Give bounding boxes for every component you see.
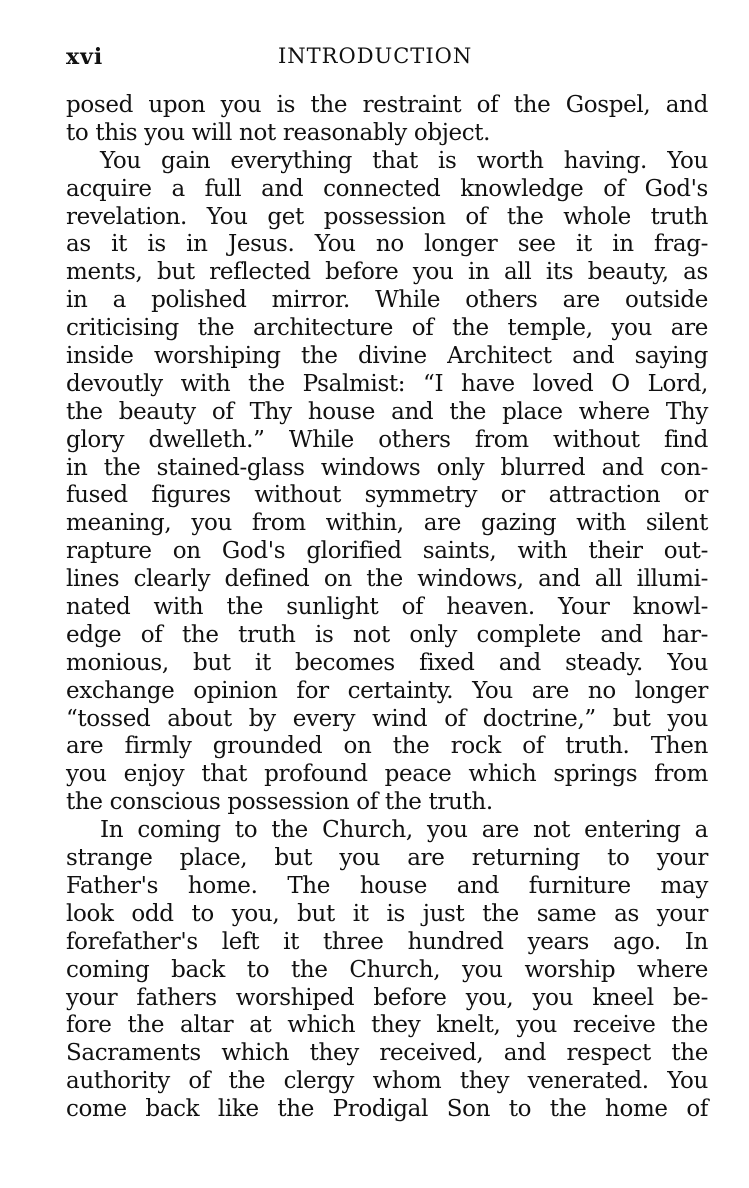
page-number: xvi (66, 44, 104, 70)
text-line: Father's home. The house and furniture may (66, 872, 708, 899)
text-line: criticising the architecture of the temple, you are (66, 315, 708, 342)
text-line: ments, but reflected before you in all its beauty, as (66, 259, 708, 286)
text-line: edge of the truth is not only complete and har- (66, 621, 708, 648)
text-line: look odd to you, but it is just the same as your (66, 900, 708, 927)
text-line: revelation. You get possession of the whole truth (66, 203, 708, 230)
text-line: acquire a full and connected knowledge of God's (66, 175, 708, 202)
text-line: the conscious possession of the truth. (66, 789, 493, 816)
text-line: fore the altar at which they knelt, you receive the (66, 1012, 708, 1039)
text-line: to this you will not reasonably object. (66, 119, 491, 146)
text-line: nated with the sunlight of heaven. Your knowl- (66, 594, 708, 621)
text-line: forefather's left it three hundred years ago. In (66, 928, 708, 955)
text-line: rapture on God's glorified saints, with their out- (66, 538, 708, 565)
text-line: exchange opinion for certainty. You are no longer (66, 677, 708, 704)
text-line: are firmly grounded on the rock of truth. Then (66, 733, 708, 760)
text-line: authority of the clergy whom they venerated. You (66, 1068, 708, 1095)
text-line: “tossed about by every wind of doctrine,” but you (66, 705, 708, 732)
text-line: the beauty of Thy house and the place where Thy (66, 398, 708, 425)
running-head (66, 44, 706, 72)
text-line: in a polished mirror. While others are outside (66, 287, 708, 314)
text-line: fused figures without symmetry or attraction or (66, 482, 708, 509)
text-line: devoutly with the Psalmist: “I have loved O Lord, (66, 370, 708, 397)
running-title: INTRODUCTION (278, 44, 473, 68)
text-line: Sacraments which they received, and respect the (66, 1040, 708, 1067)
text-line: come back like the Prodigal Son to the home of (66, 1096, 708, 1123)
text-line: as it is in Jesus. You no longer see it in frag- (66, 231, 708, 258)
text-line: inside worshiping the divine Architect and saying (66, 343, 708, 370)
text-line: meaning, you from within, are gazing with silent (66, 510, 708, 537)
text-line: lines clearly defined on the windows, and all illumi- (66, 566, 708, 593)
text-line: you enjoy that profound peace which springs from (66, 761, 708, 788)
text-line: in the stained-glass windows only blurred and con- (66, 454, 708, 481)
text-line: glory dwelleth.” While others from without find (66, 426, 708, 453)
paragraph-first-line: In coming to the Church, you are not entering a (100, 817, 708, 844)
body-text (66, 92, 708, 1124)
text-line: strange place, but you are returning to your (66, 845, 708, 872)
text-line: posed upon you is the restraint of the Gospel, and (66, 92, 708, 118)
paragraph-first-line: You gain everything that is worth having. You (100, 147, 708, 174)
text-line: your fathers worshiped before you, you kneel be- (66, 984, 708, 1011)
text-line: monious, but it becomes fixed and steady. You (66, 649, 708, 676)
text-line: coming back to the Church, you worship where (66, 956, 708, 983)
